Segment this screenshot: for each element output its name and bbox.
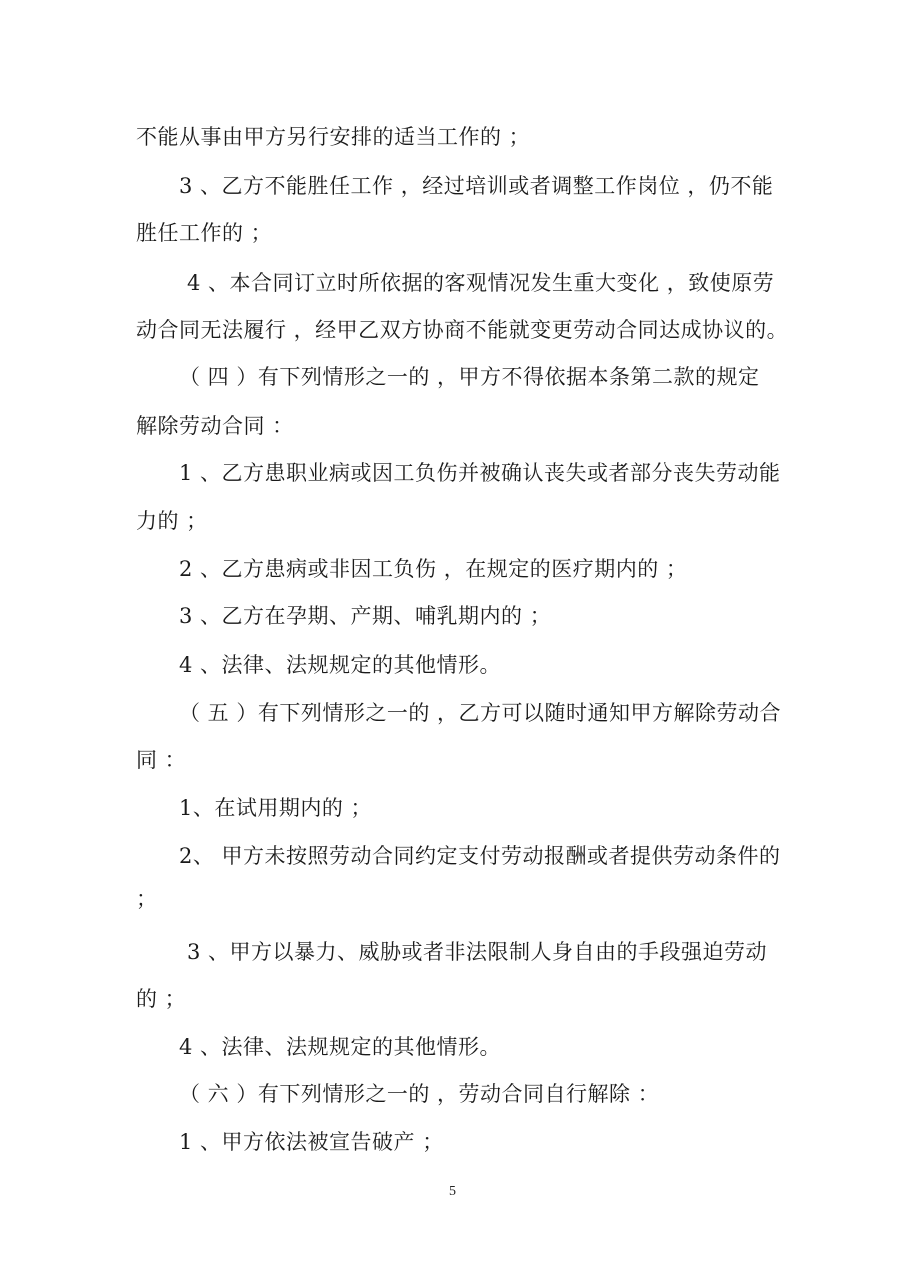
text-line: 的 ；: [136, 987, 187, 1011]
text-line: （ 四 ）有下列情形之一的 ，甲方不得依据本条第二款的规定: [179, 365, 760, 389]
text-line: 1、在试用期内的 ；: [179, 796, 373, 820]
text-line: 不能从事由甲方另行安排的适当工作的 ；: [136, 125, 531, 149]
text-line: 力的 ；: [136, 509, 208, 533]
text-line: 3 、乙方不能胜任工作 ，经过培训或者调整工作岗位 ，仍不能: [179, 174, 774, 198]
text-line: 3 、甲方以暴力、威胁或者非法限制人身自由的手段强迫劳动: [187, 940, 768, 964]
text-line: 2 、乙方患病或非因工负伤 ，在规定的医疗期内的 ；: [179, 557, 688, 581]
text-line: 动合同无法履行 ，经甲乙双方协商不能就变更劳动合同达成协议的。: [136, 318, 789, 342]
text-line: （ 五 ）有下列情形之一的 ，乙方可以随时通知甲方解除劳动合: [179, 701, 782, 725]
text-line: 解除劳动合同 ：: [136, 414, 294, 438]
text-line: 4 、法律、法规规定的其他情形。: [179, 653, 502, 677]
text-line: 1 、甲方依法被宣告破产 ；: [179, 1130, 444, 1154]
text-line: 同 ：: [136, 748, 187, 772]
page-number: 5: [449, 1184, 456, 1199]
text-line: （ 六 ）有下列情形之一的 ，劳动合同自行解除 ：: [179, 1082, 660, 1106]
text-line: 4 、本合同订立时所依据的客观情况发生重大变化 ，致使原劳: [187, 271, 775, 295]
text-line: ；: [136, 887, 158, 911]
text-line: 胜任工作的 ；: [136, 221, 273, 245]
text-line: 2、 甲方未按照劳动合同约定支付劳动报酬或者提供劳动条件的: [179, 844, 781, 868]
text-line: 4 、法律、法规规定的其他情形。: [179, 1035, 502, 1059]
text-line: 1 、乙方患职业病或因工负伤并被确认丧失或者部分丧失劳动能: [179, 461, 781, 485]
text-line: 3 、乙方在孕期、产期、哺乳期内的 ；: [179, 604, 552, 628]
